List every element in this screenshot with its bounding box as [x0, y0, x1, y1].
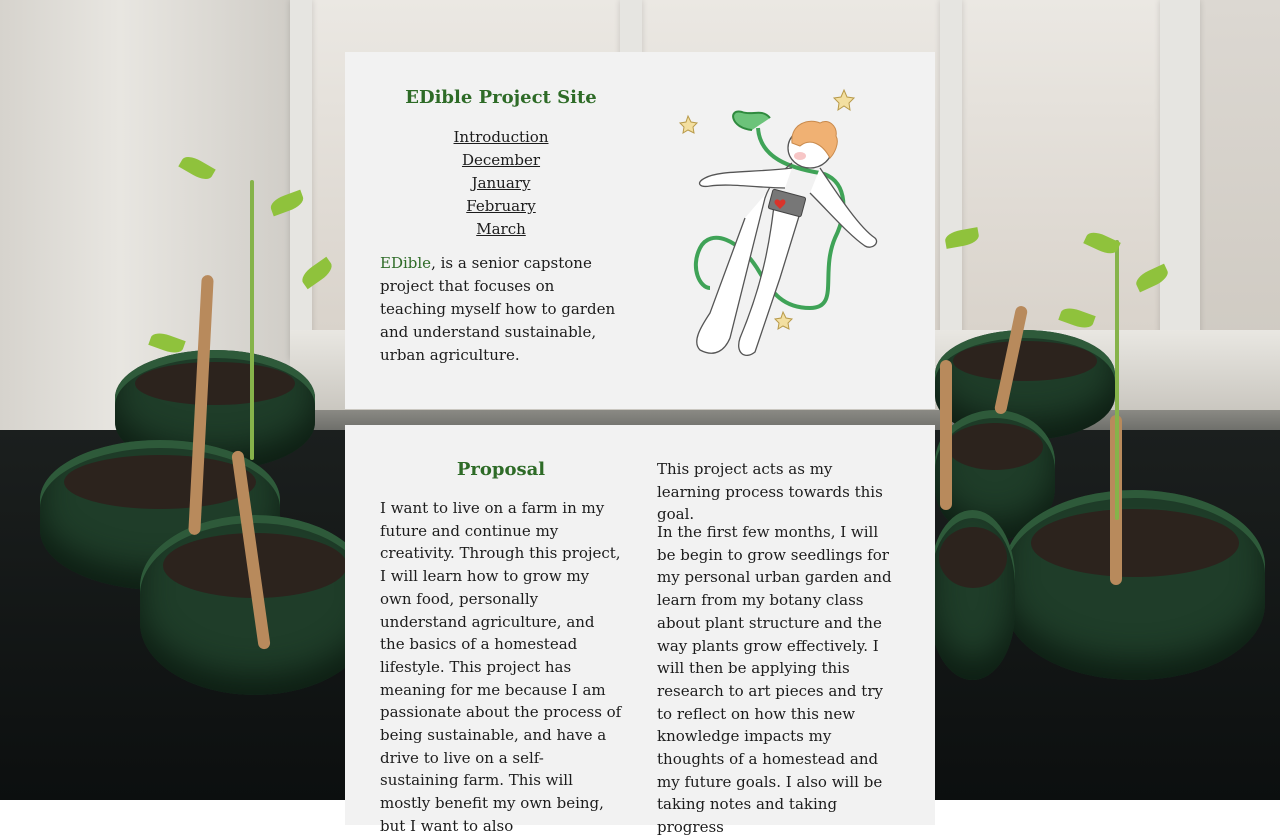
nav-link-february[interactable]: February	[466, 197, 536, 215]
nav-link-january[interactable]: January	[471, 174, 531, 192]
background-stick	[940, 360, 952, 510]
background-window-frame	[940, 0, 962, 360]
star-icon	[775, 312, 792, 329]
site-title: EDible Project Site	[405, 87, 597, 108]
intro-text: , is a senior capstone project that focuses on teaching myself how to garden and understand sustainable, urban agriculture.	[380, 254, 616, 364]
nav-item	[380, 172, 622, 195]
background-pot	[1005, 490, 1265, 680]
nav-menu	[380, 126, 622, 241]
proposal-right-paragraph-2: In the first few months, I will be begin to grow seedlings for my personal urban garden and learn from my botany class about plant structure and the way plants grow effectively. I will then be applying this research to art pieces and try to reflect on how this new knowledge impacts my thoughts of a homestead and my future goals. I also will be taking notes and taking progress	[657, 523, 892, 837]
proposal-left-paragraph: I want to live on a farm in my future and continue my creativity. Through this project, I will learn how to grow my own food, personally understand agriculture, and the basics of a homestead lifestyle. This project has meaning for me because I am passionate about the process of being sustainable, and have a drive to live on a self-sustaining farm. This will mostly benefit my own being, but I want to also	[380, 499, 622, 835]
nav-item	[380, 126, 622, 149]
nav-link-march[interactable]: March	[476, 220, 526, 238]
nav-link-december[interactable]: December	[461, 151, 541, 169]
proposal-right-paragraph-1: This project acts as my learning process towards this goal.	[657, 460, 883, 524]
background-pot	[930, 510, 1015, 680]
sprout-person-illustration-icon	[670, 88, 890, 368]
nav-item	[380, 149, 622, 172]
background-stem	[1115, 240, 1119, 520]
background-window-pane	[960, 0, 1160, 330]
nav-link-introduction[interactable]: Introduction	[453, 128, 549, 146]
intro-brand: EDible	[380, 254, 432, 272]
background-window-frame	[1160, 0, 1200, 360]
star-icon	[680, 116, 697, 133]
background-stem	[250, 180, 254, 460]
nav-item	[380, 195, 622, 218]
background-window-frame	[290, 0, 312, 360]
intro-paragraph	[380, 252, 620, 367]
star-icon	[834, 90, 854, 110]
proposal-heading: Proposal	[456, 459, 546, 480]
nav-item	[380, 218, 622, 241]
